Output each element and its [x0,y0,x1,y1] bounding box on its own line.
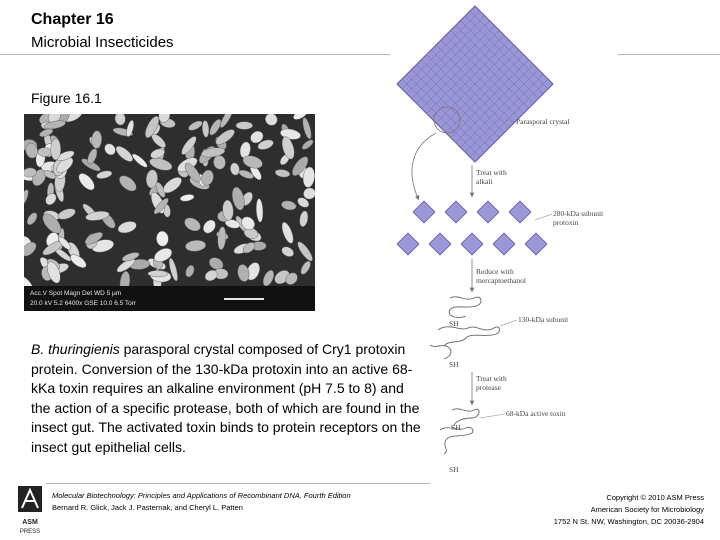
label-sh-2: SH [449,360,459,369]
sem-micrograph-image [24,114,315,311]
footer-book-title: Molecular Biotechnology: Principles and Applications of Recombinant DNA, Fourth Edition [52,491,351,500]
label-280-kda-line-1: 280-kDa subunit [553,209,604,218]
footer-copyright [554,492,704,528]
subunit-diamonds-row-1 [413,201,531,223]
svg-text:PRESS: PRESS [19,529,41,535]
figure-caption [31,340,423,457]
footer-book-info [52,490,351,514]
scale-bar [224,298,264,300]
curved-arrow [412,133,436,198]
label-68-kda: 68-kDa active toxin [506,409,566,418]
label-sh-4: SH [449,465,459,474]
caption-species: B. thuringienis [31,341,120,357]
footer-address: 1752 N St. NW, Washington, DC 20036-2904 [553,517,704,526]
svg-text:ASM: ASM [22,519,38,526]
label-step-3-line-1: Treat with [476,374,507,383]
label-step-2-line-1: Reduce with [476,267,514,276]
chapter-title: Chapter 16 [31,11,114,28]
label-130-kda: 130-kDa subunit [518,315,569,324]
footer-rule [46,483,430,484]
parasporal-crystal [397,6,553,162]
figure-label: Figure 16.1 [31,90,102,106]
label-sh-3: SH [451,423,461,432]
label-parasporal-crystal: Parasporal crystal [516,117,570,126]
label-280-kda-line-2: protoxin [553,218,579,227]
header-rule-left [0,54,390,55]
asm-press-logo [16,484,44,536]
footer-publisher: American Society for Microbiology [590,505,704,514]
sem-micrograph [24,114,315,311]
label-sh-1: SH [449,319,459,328]
chapter-subtitle: Microbial Insecticides [31,34,174,51]
label-step-3-line-2: protease [476,383,501,392]
sem-scale-text: Acc.V Spot Magn Det WD 5 μm [30,290,122,297]
label-step-1-line-1: Treat with [476,168,507,177]
label-step-1-line-2: alkali [476,177,493,186]
footer-copyright-line: Copyright © 2010 ASM Press [606,493,704,502]
protoxin-chains [430,297,500,359]
caption-text: parasporal crystal composed of Cry1 protoxin protein. Conversion of the 130-kDa protoxin into an active 68-kKa toxin requires an alkaline environment (pH 7.5 to 8) and the action of a specific protease, both of which are found in the insect gut. The activated toxin binds to protein receptors on the insect gut epithelial cells. [31,341,421,455]
toxin-activation-diagram [395,0,720,480]
sem-params-text: 20.0 kV 5.2 6400x GSE 10.0 6.5 Torr [30,300,137,307]
label-step-2-line-2: mercaptoethanol [476,276,526,285]
footer-authors: Bernard R. Glick, Jack J. Pasternak, and Cheryl L. Patten [52,503,243,512]
subunit-diamonds-row-2 [397,233,547,255]
